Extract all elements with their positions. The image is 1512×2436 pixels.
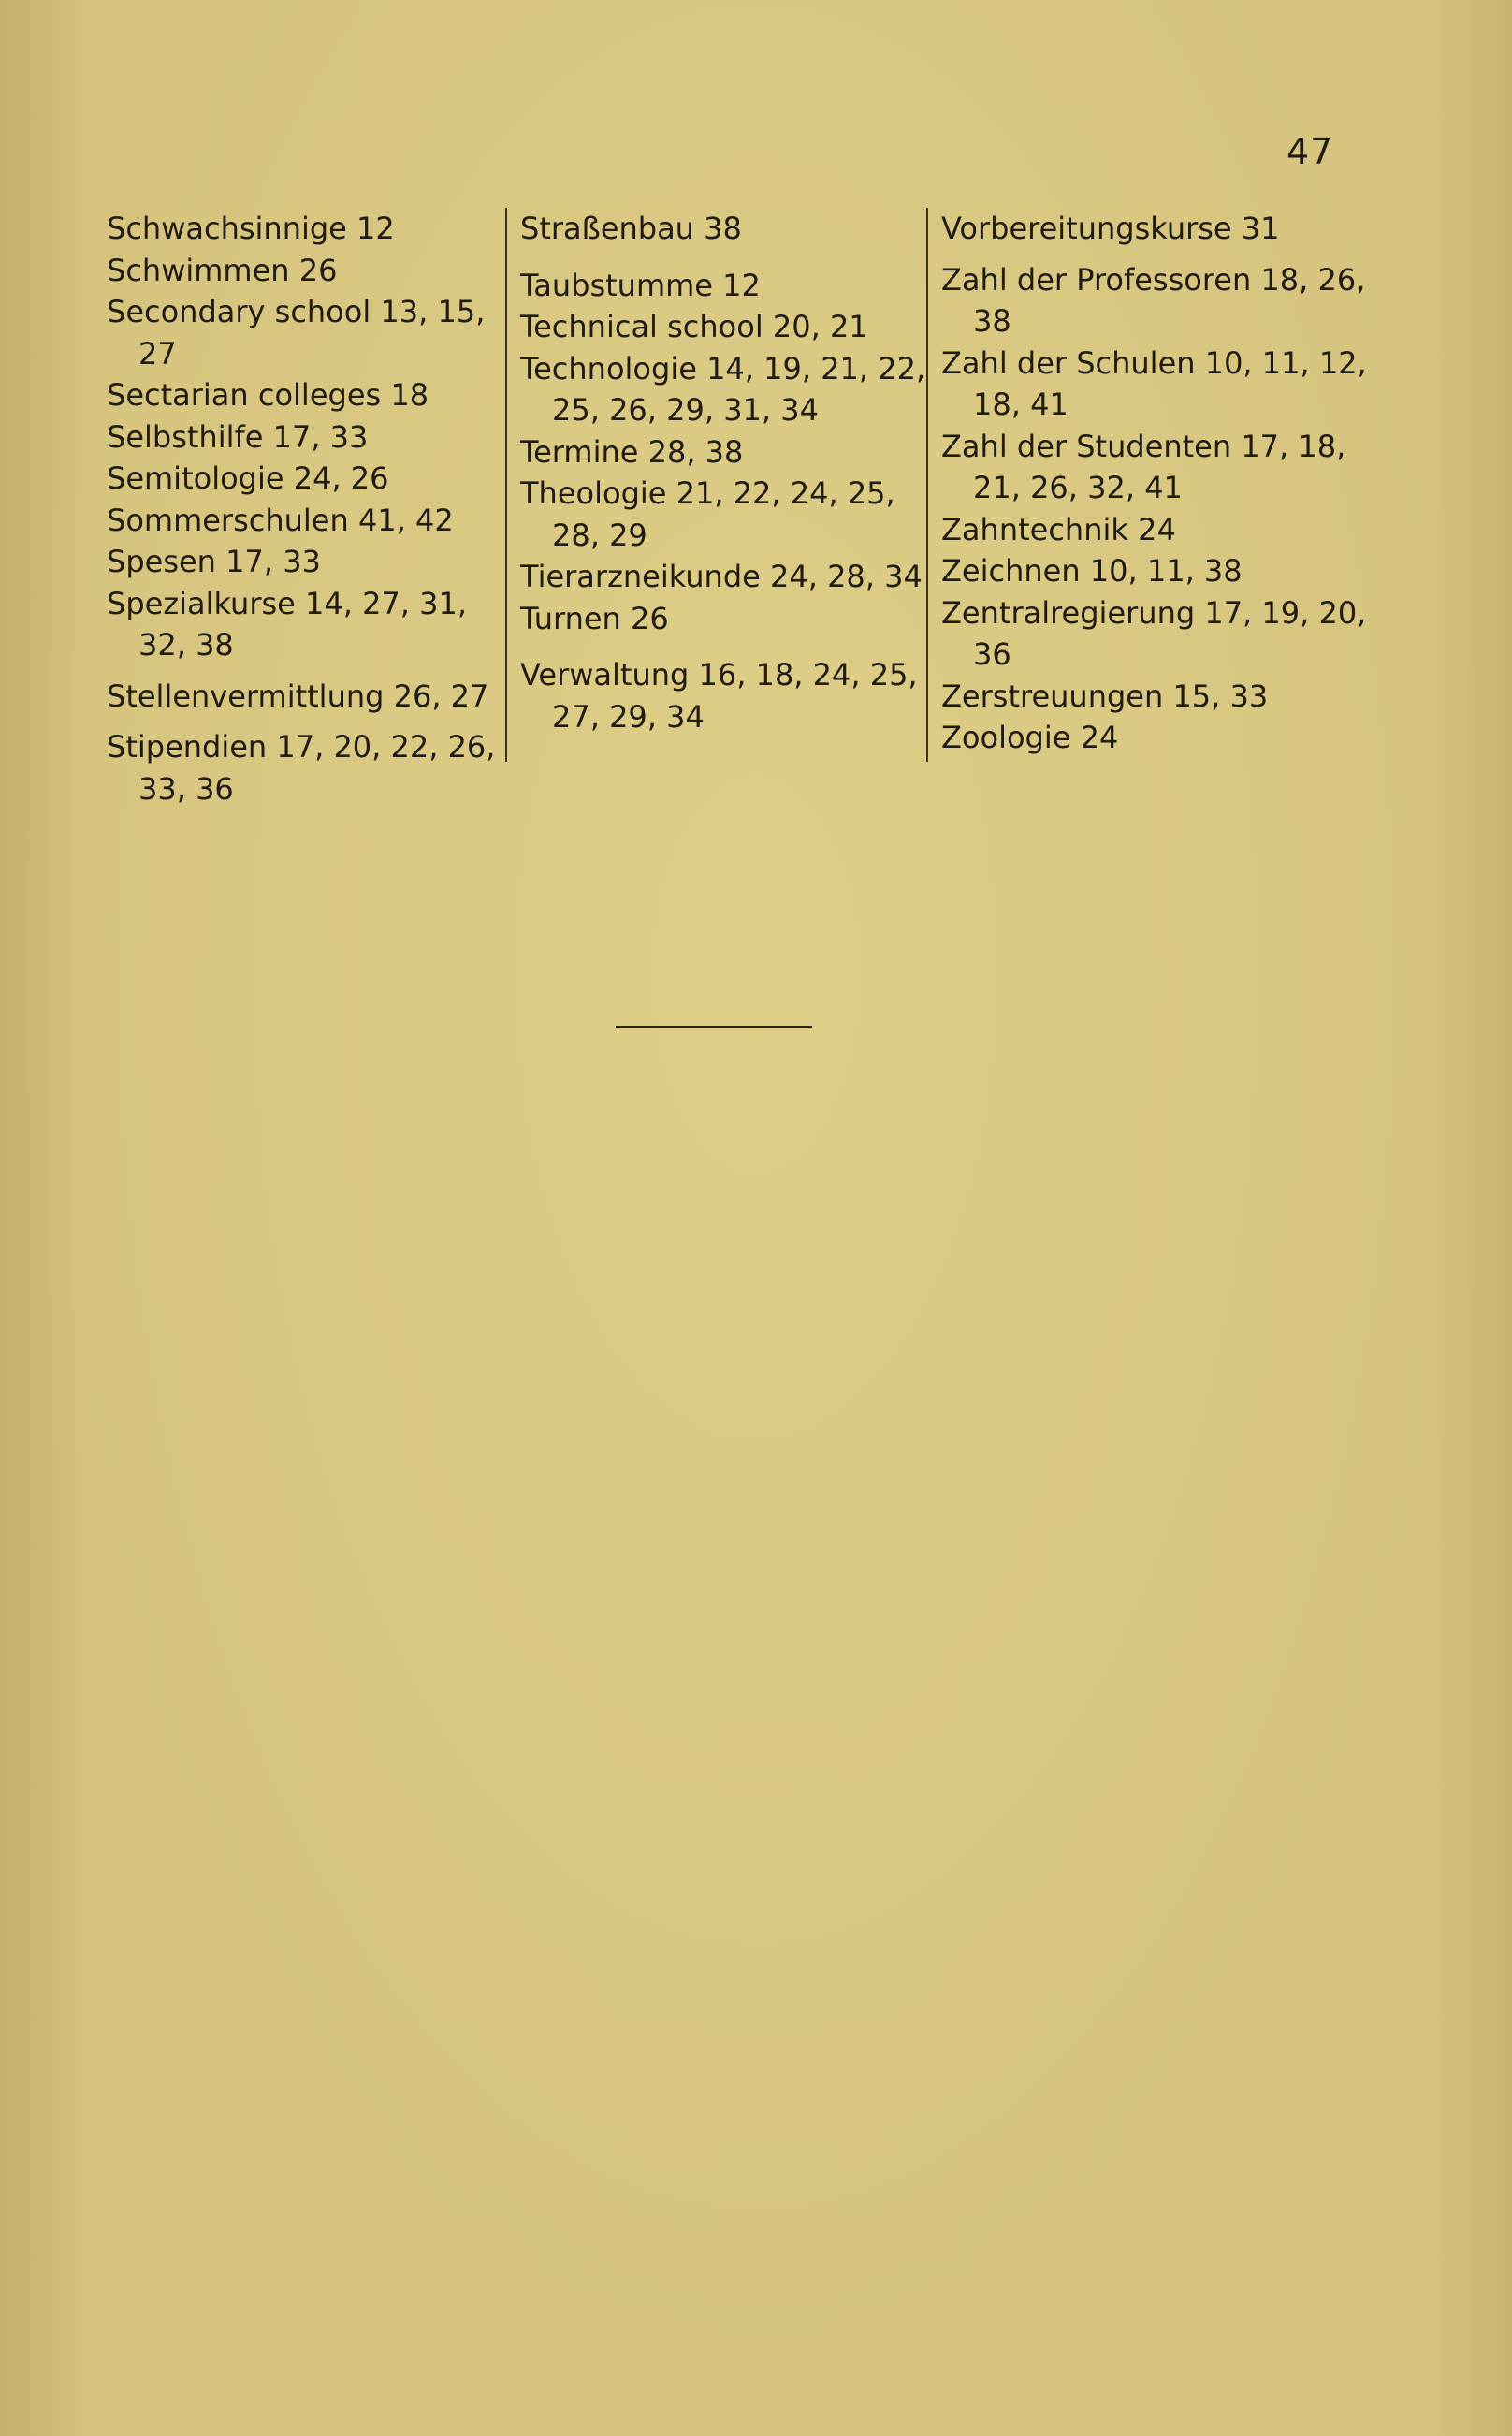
index-entry: Spezialkurse 14, 27, 31, 32, 38 — [107, 585, 468, 663]
index-entry: Zahntechnik 24 — [941, 511, 1176, 547]
index-entry: Spesen 17, 33 — [107, 544, 321, 579]
index-entry: Schwachsinnige 12 — [107, 211, 395, 246]
index-entry: Zahl der Studenten 17, 18, 21, 26, 32, 41 — [941, 428, 1346, 505]
index-entry: Tierarzneikunde 24, 28, 34 — [520, 559, 923, 594]
index-entry: Zahl der Professoren 18, 26, 38 — [941, 261, 1366, 339]
index-entry: Sectarian colleges 18 — [107, 377, 429, 413]
index-entry: Zeichnen 10, 11, 38 — [941, 553, 1243, 589]
index-column-1 — [107, 208, 500, 810]
index-entry: Zoologie 24 — [941, 720, 1119, 755]
index-column-3 — [926, 208, 1372, 762]
index-entry: Taubstumme 12 — [520, 267, 761, 303]
index-entry: Schwimmen 26 — [107, 252, 338, 288]
index-entry: Zahl der Schulen 10, 11, 12, 18, 41 — [941, 344, 1367, 422]
index-entry: Verwaltung 16, 18, 24, 25, 27, 29, 34 — [520, 657, 918, 735]
index-entry: Vorbereitungskurse 31 — [941, 211, 1280, 246]
index-entry: Zerstreuungen 15, 33 — [941, 678, 1269, 714]
index-column-2 — [505, 208, 932, 762]
index-entry: Termine 28, 38 — [520, 433, 744, 470]
end-separator-rule — [616, 1026, 812, 1028]
index-entry: Zentralregierung 17, 19, 20, 36 — [941, 594, 1367, 672]
index-entry: Technical school 20, 21 — [520, 309, 868, 344]
index-entry: Theologie 21, 22, 24, 25, 28, 29 — [520, 475, 895, 553]
index-entry: Selbsthilfe 17, 33 — [107, 418, 369, 455]
index-entry: Sommerschulen 41, 42 — [107, 502, 454, 538]
index-entry: Straßenbau 38 — [520, 211, 742, 246]
index-entry: Secondary school 13, 15, 27 — [107, 294, 486, 372]
index-entry: Technologie 14, 19, 21, 22, 25, 26, 29, 31, 34 — [520, 350, 926, 428]
index-entry: Turnen 26 — [520, 600, 669, 636]
index-entry: Stellenvermittlung 26, 27 — [107, 678, 489, 714]
page-number: 47 — [1287, 131, 1334, 172]
index-entry: Stipendien 17, 20, 22, 26, 33, 36 — [107, 729, 496, 807]
index-entry: Semitologie 24, 26 — [107, 460, 389, 496]
